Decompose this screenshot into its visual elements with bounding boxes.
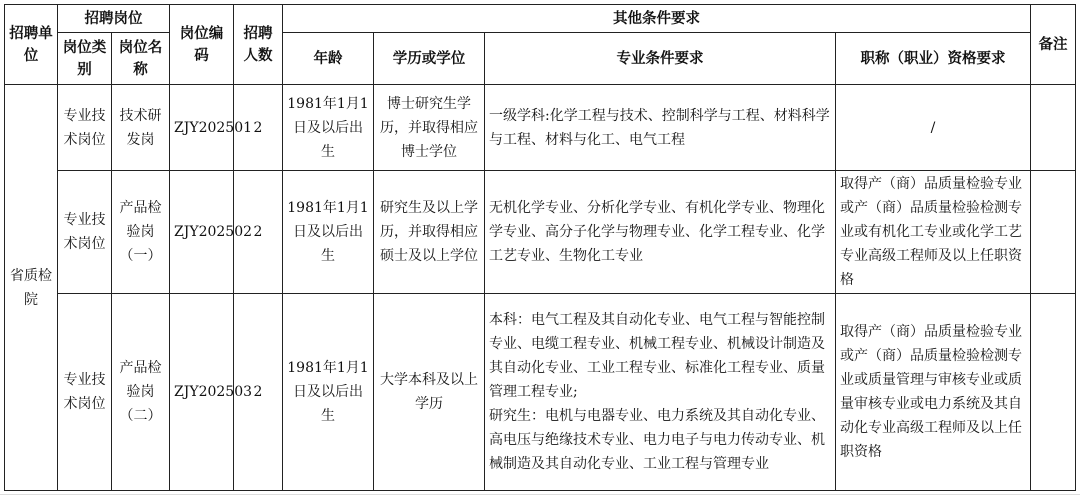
row-category: 专业技术岗位 xyxy=(58,171,112,294)
row-age: 1981年1月1日及以后出生 xyxy=(283,294,374,491)
row-remark xyxy=(1031,171,1076,294)
header-age: 年龄 xyxy=(283,33,374,85)
row-education: 博士研究生学历，并取得相应博士学位 xyxy=(374,85,485,171)
row-remark xyxy=(1031,85,1076,171)
row-category: 专业技术岗位 xyxy=(58,294,112,491)
unit-name-cell: 省质检院 xyxy=(5,85,58,491)
row-category: 专业技术岗位 xyxy=(58,85,112,171)
row-title-req: 取得产（商）品质量检验专业或产（商）品质量检验检测专业或质量管理与审核专业或质量审核专业或电力系统及其自动化专业高级工程师及以上任职资格 xyxy=(836,294,1031,491)
row-count: 2 xyxy=(234,171,283,294)
header-title-req: 职称（职业）资格要求 xyxy=(836,33,1031,85)
row-code: ZJY202502 xyxy=(170,171,234,294)
row-name: 技术研发岗 xyxy=(112,85,170,171)
table-row xyxy=(5,85,1076,171)
header-major: 专业条件要求 xyxy=(485,33,836,85)
row-age: 1981年1月1日及以后出生 xyxy=(283,171,374,294)
row-name: 产品检验岗（一） xyxy=(112,171,170,294)
table-row xyxy=(5,294,1076,491)
header-other-req: 其他条件要求 xyxy=(283,5,1031,33)
row-title-req: / xyxy=(836,85,1031,171)
header-code: 岗位编码 xyxy=(170,5,234,85)
header-unit: 招聘单位 xyxy=(5,5,58,85)
header-category: 岗位类别 xyxy=(58,33,112,85)
row-major: 本科：电气工程及其自动化专业、电气工程与智能控制专业、电缆工程专业、机械工程专业、机械设计制造及其自动化专业、工业工程专业、标准化工程专业、质量管理工程专业; 研究生：电机与电器专业、电力系统及其自动化专业、高电压与绝缘技术专业、电力电子与电力传动专业、机械制造及其自动化专业、工业工程与管理专业 xyxy=(485,294,836,491)
table-row xyxy=(5,171,1076,294)
row-count: 2 xyxy=(234,294,283,491)
row-major: 一级学科:化学工程与技术、控制科学与工程、材料科学与工程、材料与化工、电气工程 xyxy=(485,85,836,171)
row-code: ZJY202501 xyxy=(170,85,234,171)
header-count: 招聘人数 xyxy=(234,5,283,85)
row-education: 大学本科及以上学历 xyxy=(374,294,485,491)
row-age: 1981年1月1日及以后出生 xyxy=(283,85,374,171)
header-name: 岗位名称 xyxy=(112,33,170,85)
recruitment-table xyxy=(4,4,1076,491)
row-major: 无机化学专业、分析化学专业、有机化学专业、物理化学专业、高分子化学与物理专业、化学工程专业、化学工艺专业、生物化工专业 xyxy=(485,171,836,294)
row-name: 产品检验岗（二） xyxy=(112,294,170,491)
row-count: 2 xyxy=(234,85,283,171)
row-education: 研究生及以上学历，并取得相应硕士及以上学位 xyxy=(374,171,485,294)
header-education: 学历或学位 xyxy=(374,33,485,85)
row-remark xyxy=(1031,294,1076,491)
header-remark: 备注 xyxy=(1031,5,1076,85)
row-code: ZJY202503 xyxy=(170,294,234,491)
row-title-req: 取得产（商）品质量检验专业或产（商）品质量检验检测专业或有机化工专业或化学工艺专业高级工程师及以上任职资格 xyxy=(836,171,1031,294)
header-position-group: 招聘岗位 xyxy=(58,5,170,33)
